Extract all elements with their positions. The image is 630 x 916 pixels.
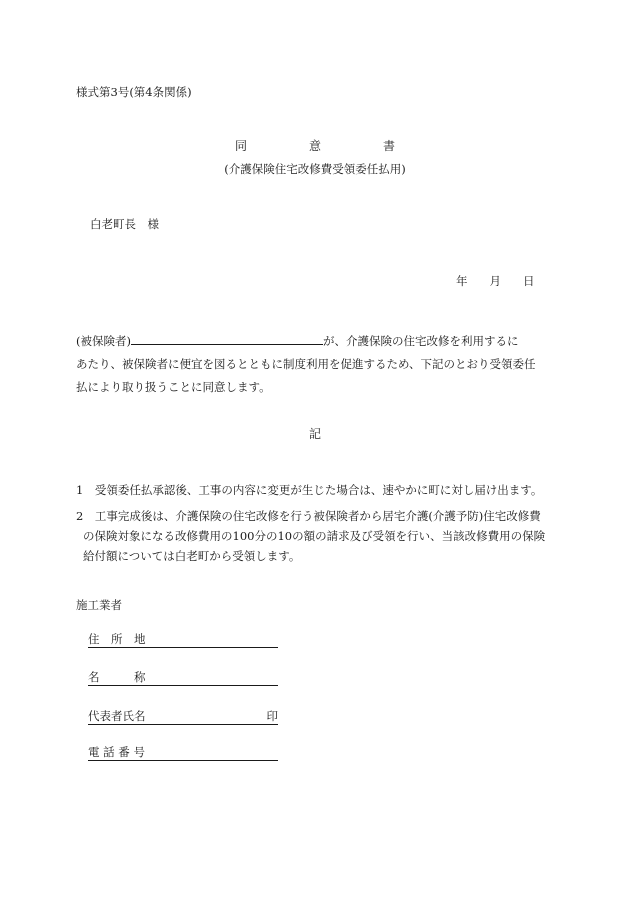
document-title bbox=[0, 137, 630, 154]
date-year: 年 bbox=[456, 274, 468, 288]
item-1: 1 受領委任払承認後、工事の内容に変更が生じた場合は、速やかに町に対し届け出ます。 bbox=[76, 483, 543, 497]
form-number: 様式第3号(第4条関係) bbox=[76, 85, 192, 99]
phone-field[interactable] bbox=[88, 744, 278, 761]
address-field[interactable] bbox=[88, 631, 278, 648]
company-name-label: 名 称 bbox=[88, 670, 146, 684]
title-char-2: 意 bbox=[308, 139, 321, 153]
addressee: 白老町長 様 bbox=[90, 217, 159, 231]
date-line bbox=[456, 273, 535, 289]
consent-line-2: あたり、被保険者に便宜を図るとともに制度利用を促進するため、下記のとおり受領委任 bbox=[76, 357, 536, 371]
item-2-line-3: 給付額については白老町から受領します。 bbox=[83, 549, 301, 563]
title-char-1: 同 bbox=[234, 139, 247, 153]
ki-heading: 記 bbox=[308, 427, 321, 441]
seal-mark: 印 bbox=[266, 709, 278, 723]
date-day: 日 bbox=[523, 274, 535, 288]
item-2 bbox=[76, 506, 554, 566]
consent-line-1-text: が、介護保険の住宅改修を利用するに bbox=[322, 334, 519, 348]
consent-paragraph bbox=[76, 330, 554, 399]
representative-label: 代表者氏名 bbox=[88, 709, 146, 723]
insured-name-blank[interactable] bbox=[131, 331, 323, 345]
item-2-line-2: の保険対象になる改修費用の100分の10の額の請求及び受領を行い、当該改修費用の保険 bbox=[83, 529, 546, 543]
date-month: 月 bbox=[489, 274, 501, 288]
contractor-heading: 施工業者 bbox=[76, 598, 122, 612]
item-2-line-1: 2 工事完成後は、介護保険の住宅改修を行う被保険者から居宅介護(介護予防)住宅改修費 bbox=[76, 509, 541, 523]
phone-label: 電 話 番 号 bbox=[88, 745, 145, 759]
document-subtitle: (介護保険住宅改修費受領委任払用) bbox=[224, 162, 406, 176]
consent-line-1 bbox=[76, 330, 554, 353]
address-label: 住 所 地 bbox=[88, 632, 146, 646]
company-name-field[interactable] bbox=[88, 669, 278, 686]
consent-line-3: 払により取り扱うことに同意します。 bbox=[76, 380, 271, 394]
insured-label: (被保険者) bbox=[76, 334, 131, 348]
representative-field[interactable] bbox=[88, 708, 278, 725]
title-char-3: 書 bbox=[383, 139, 396, 153]
